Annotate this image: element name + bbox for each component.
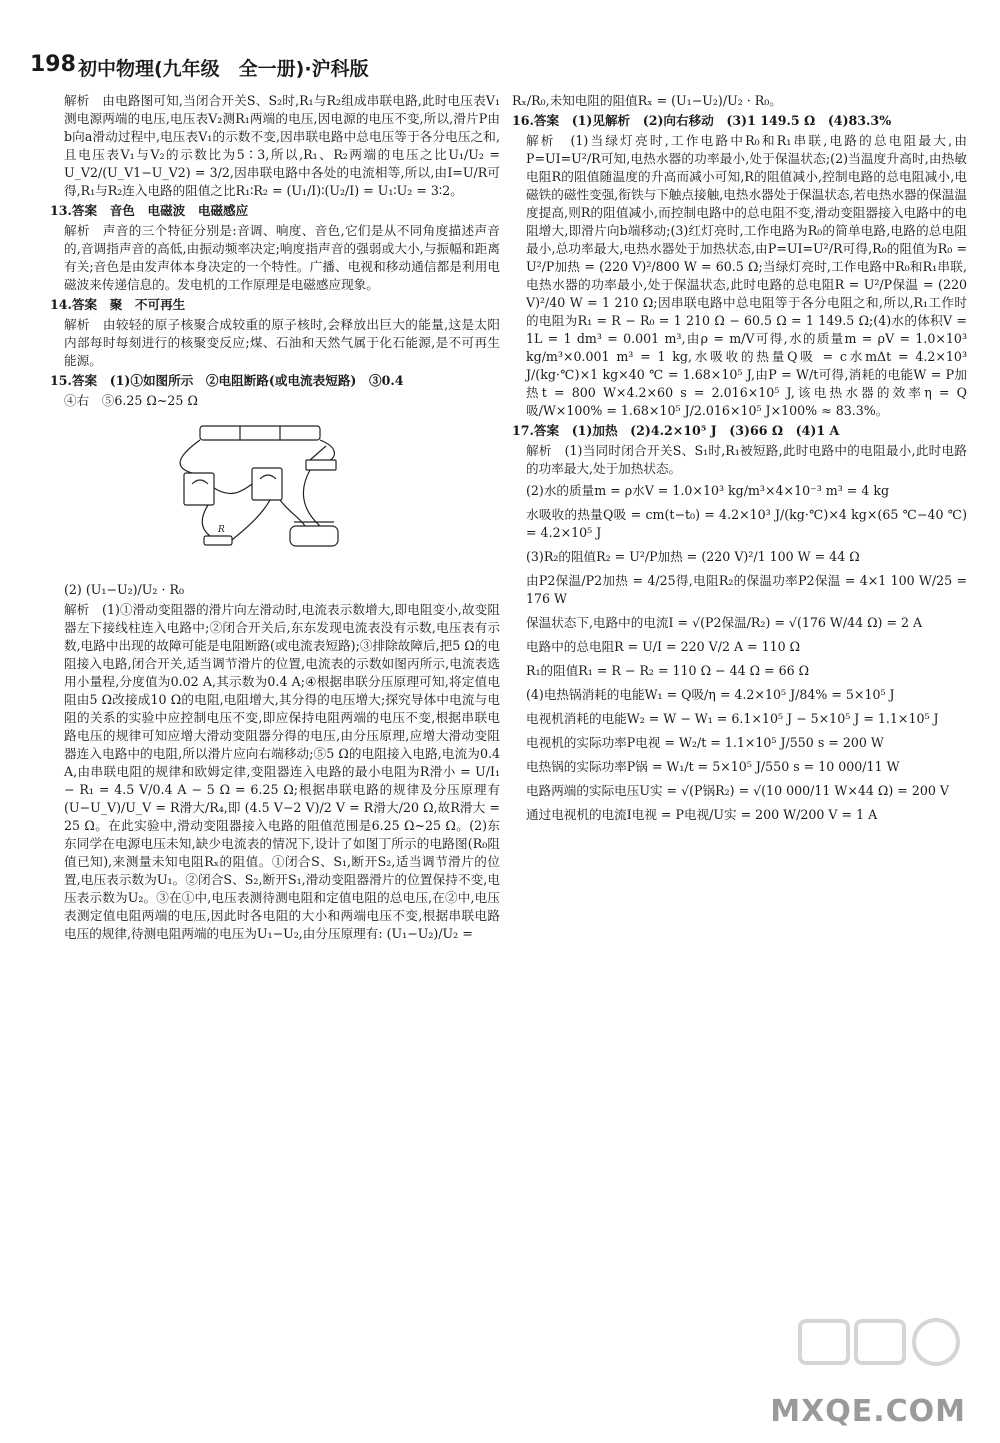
page-number: 198	[30, 52, 76, 77]
voltmeter	[252, 468, 282, 500]
q17-analysis-8: R₁的阻值R₁ = R − R₂ = 110 Ω − 44 Ω = 66 Ω	[526, 663, 810, 678]
q16-answer: 16.答案 (1)见解析 (2)向右移动 (3)1 149.5 Ω (4)83.3%	[512, 113, 892, 128]
watermark-text: MXQE.COM	[770, 1394, 966, 1429]
q17-analysis-7: 电路中的总电阻R = U/I = 220 V/2 A = 110 Ω	[526, 639, 801, 654]
rheostat	[290, 526, 338, 546]
q17-analysis-6: 保温状态下,电路中的电流I = √(P2保温/R₂) = √(176 W/44 Ω) = 2 A	[526, 615, 923, 630]
battery-pack	[200, 426, 320, 440]
q17-analysis-10: 电视机消耗的电能W₂ = W − W₁ = 6.1×10⁵ J − 5×10⁵ J = 1.1×10⁵ J	[526, 711, 939, 726]
q17-answer: 17.答案 (1)加热 (2)4.2×10⁵ J (3)66 Ω (4)1 A	[512, 423, 840, 438]
q17-analysis-11: 电视机的实际功率P电视 = W₂/t = 1.1×10⁵ J/550 s = 200 W	[526, 735, 884, 750]
circuit-figure	[170, 418, 350, 568]
page-header	[30, 52, 970, 86]
q13-answer: 13.答案 音色 电磁波 电磁感应	[50, 203, 249, 218]
q14-answer: 14.答案 聚 不可再生	[50, 297, 186, 312]
left-column	[50, 92, 500, 945]
q15-part2-answer: (2) (U₁−U₂)/U₂ · R₀	[64, 582, 184, 597]
q12-analysis: 解析 由电路图可知,当闭合开关S、S₂时,R₁与R₂组成串联电路,此时电压表V₁测电源两端的电压,电压表V₂测R₁两端的电压,因电源的电压不变,所以,滑片P由b向a滑动过程中,电压表V₁的示数不变,因串联电路中总电压等于各分电压之和,且电压表V₁与V₂的示数比为5∶3,所以,R₁、R₂两端的电压之比U₁/U₂ = U_V2/(U_V1−U_V2) = 3/2,因串联电路中各处的电流相等,所以,由I=U/R可得,R₁与R₂连入电路的阻值之比R₁∶R₂ = (U₁/I)∶(U₂/I) = U₁∶U₂ = 3∶2。	[64, 93, 500, 198]
q16-analysis: 解析 (1)当绿灯亮时,工作电路中R₀和R₁串联,电路的总电阻最大,由P=UI=U²/R可知,电热水器的功率最小,处于保温状态;(2)当温度升高时,由热敏电阻R的阻值随温度的升高而减小可知,R的阻值减小,控制电路的总电阻减小,电磁铁的磁性变强,衔铁与下触点接触,电热水器处于保温状态,若电热水器的保温温度提高,则R的阻值减小,而控制电路中的总电阻不变,滑动变阻器接入电路中的电阻增大,即滑片向b端移动;(3)红灯亮时,工作电路为R₀的简单电路,电路的总电阻最小,总功率最大,电热水器处于加热状态,由P=UI=U²/R可得,R₀的阻值为R₀ = U²/P加热 = (220 V)²/800 W = 60.5 Ω;当绿灯亮时,工作电路中R₀和R₁串联,电热水器的功率最小,处于保温状态,此时电路的总电阻R = U²/P保温 = (220 V)²/40 W = 1 210 Ω;因串联电路中总电阻等于各分电阻之和,所以,R₁工作时的电阻为R₁ = R − R₀ = 1 210 Ω − 60.5 Ω = 1 149.5 Ω;(4)水的体积V = 1L = 1 dm³ = 0.001 m³,由ρ = m/V可得,水的质量m = ρV = 1.0×10³ kg/m³×0.001 m³ = 1 kg,水吸收的热量Q吸 = c水mΔt = 4.2×10³ J/(kg·℃)×1 kg×40 ℃ = 1.68×10⁵ J,由P = W/t可得,消耗的电能W = P加热t = 800 W×4.2×60 s = 2.016×10⁵ J,该电热水器的效率η = Q吸/W×100% = 1.68×10⁵ J/2.016×10⁵ J×100% ≈ 83.3%。	[526, 133, 967, 418]
q17-analysis-14: 通过电视机的电流I电视 = P电视/U实 = 200 W/200 V = 1 A	[526, 807, 878, 822]
q15-answer: 15.答案 (1)①如图所示 ②电阻断路(或电流表短路) ③0.4	[50, 373, 404, 388]
q17-analysis-12: 电热锅的实际功率P锅 = W₁/t = 5×10⁵ J/550 s = 10 000/11 W	[526, 759, 900, 774]
q13-analysis: 解析 声音的三个特征分别是:音调、响度、音色,它们是从不同角度描述声音的,音调指声音的高低,由振动频率决定;响度指声音的强弱或大小,与振幅和距离有关;音色是由发声体本身决定的一个特性。广播、电视和移动通信都是利用电磁波来传递信息的。发电机的工作原理是电磁感应现象。	[64, 223, 500, 292]
q15-answer-cont: ④右 ⑤6.25 Ω~25 Ω	[64, 393, 198, 408]
svg-text:R: R	[218, 525, 225, 535]
right-column	[512, 92, 967, 830]
resistor	[204, 536, 232, 545]
q17-analysis-5: 由P2保温/P2加热 = 4/25得,电阻R₂的保温功率P2保温 = 4×1 100 W/25 = 176 W	[526, 573, 967, 606]
q17-analysis-13: 电路两端的实际电压U实 = √(P锅R₂) = √(10 000/11 W×44 Ω) = 200 V	[526, 783, 949, 798]
ammeter	[184, 473, 214, 505]
q14-analysis: 解析 由较轻的原子核聚合成较重的原子核时,会释放出巨大的能量,这是太阳内部每时每刻进行的核聚变反应;煤、石油和天然气属于化石能源,是不可再生能源。	[64, 317, 500, 368]
q15-analysis: 解析 (1)①滑动变阻器的滑片向左滑动时,电流表示数增大,即电阻变小,故变阻器左下接线柱连入电路中;②闭合开关后,东东发现电流表没有示数,电压表有示数,电路中出现的故障可能是电阻断路(或电流表短路);③排除故障后,把5 Ω的电阻接入电路,闭合开关,适当调节滑片的位置,电流表的示数如图丙所示,电流表选用小量程,分度值为0.02 A,其示数为0.4 A;④根据串联分压原理可知,将定值电阻由5 Ω改接成10 Ω的电阻,电阻增大,其分得的电压增大;探究导体中电流与电阻的关系的实验中应控制电压不变,即应保持电阻两端的电压不变,根据串联电路电压的规律可知应增大滑动变阻器分得的电压,由分压原理,应增大滑动变阻器连入电路中的电阻,所以滑片应向右端移动;⑤5 Ω的电阻接入电路,电流为0.4 A,由串联电阻的规律和欧姆定律,变阻器连入电路的最小电阻为R滑小 = U/I₁ − R₁ = 4.5 V/0.4 A − 5 Ω = 6.25 Ω;根据串联电路的规律及分压原理有 (U−U_V)/U_V = R滑大/R₄,即 (4.5 V−2 V)/2 V = R滑大/20 Ω,故R滑大 = 25 Ω。在此实验中,滑动变阻器接入电路的阻值范围是6.25 Ω~25 Ω。(2)东东同学在电源电压未知,缺少电流表的情况下,设计了如图丁所示的电路图(R₀阻值已知),来测量未知电阻Rₓ的阻值。①闭合S、S₁,断开S₂,适当调节滑片的位置,电压表示数为U₁。②闭合S、S₂,断开S₁,滑动变阻器滑片的位置保持不变,电压表示数为U₂。③在①中,电压表测待测电阻和定值电阻的总电压,在②中,电压表测定值电阻两端的电压,因此时各电阻的大小和两端电压不变,根据串联电路电压的规律,待测电阻两端的电压为U₁−U₂,由分压原理有: (U₁−U₂)/U₂ =	[64, 602, 500, 941]
q15-analysis-cont: Rₓ/R₀,未知电阻的阻值Rₓ = (U₁−U₂)/U₂ · R₀。	[512, 93, 782, 108]
q17-analysis-3: 水吸收的热量Q吸 = cm(t−t₀) = 4.2×10³ J/(kg·℃)×4 kg×(65 ℃−40 ℃) = 4.2×10⁵ J	[526, 507, 967, 540]
switch	[306, 460, 336, 470]
q17-analysis-1: 解析 (1)当同时闭合开关S、S₁时,R₁被短路,此时电路中的电阻最小,此时电路的功率最大,处于加热状态。	[526, 443, 967, 476]
q17-analysis-4: (3)R₂的阻值R₂ = U²/P加热 = (220 V)²/1 100 W = 44 Ω	[526, 549, 860, 564]
watermark-logo	[790, 1313, 970, 1403]
book-title: 初中物理(九年级 全一册)·沪科版	[78, 58, 369, 80]
q17-analysis-9: (4)电热锅消耗的电能W₁ = Q吸/η = 4.2×10⁵ J/84% = 5×10⁵ J	[526, 687, 895, 702]
q17-analysis-2: (2)水的质量m = ρ水V = 1.0×10³ kg/m³×4×10⁻³ m³ = 4 kg	[526, 483, 890, 498]
